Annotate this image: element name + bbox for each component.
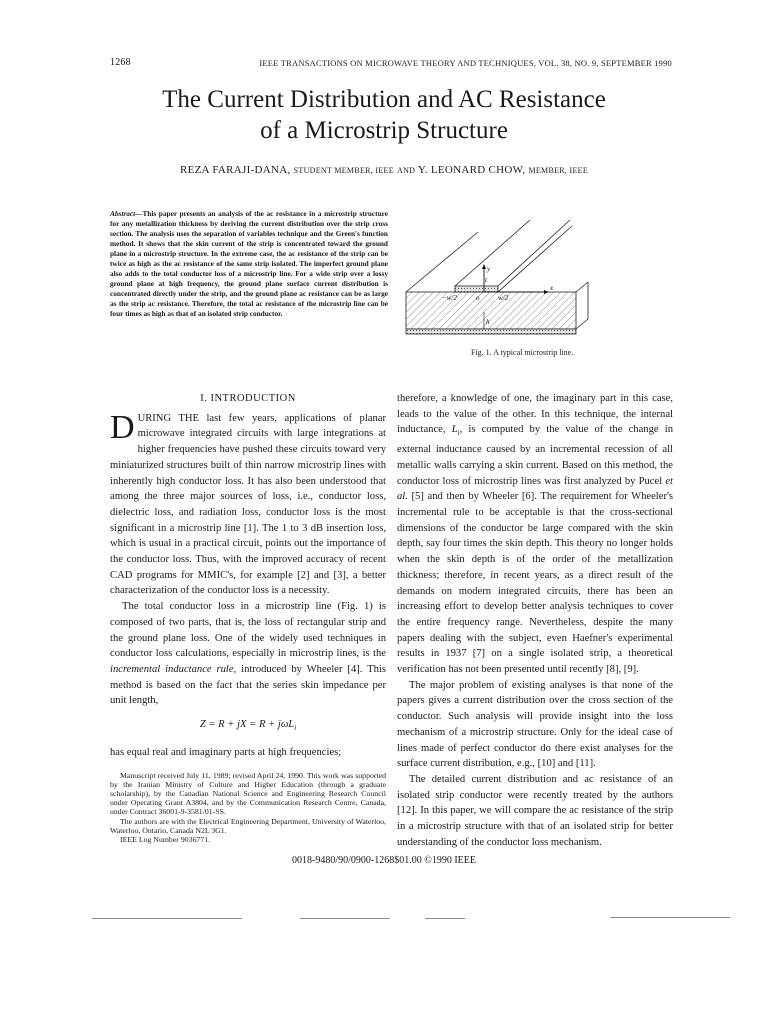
copyright-line: 0018-9480/90/0900-1268$01.00 ©1990 IEEE [292, 855, 476, 866]
intro-paragraph-1: DURING THE last few years, applications of planar microwave integrated circuits with large integrations at higher frequencies have pushed these circuits toward very miniaturized structures built of thin narrow microstrip lines with inherently high conductor loss. It has also been understood that among the three major sources of loss, i.e., conductor loss, dielectric loss, and radiation loss, conductor loss is the most significant in a microstrip line [1]. The 1 to 3 dB insertion loss, which is usual in a practical circuit, points out the importance of the conductor loss. Thus, with the improved accuracy of recent CAD programs for MMIC's, for example [2] and [3], a better characterization of the conductor loss is a necessity. [110, 408, 386, 597]
running-header: IEEE TRANSACTIONS ON MICROWAVE THEORY AND TECHNIQUES, VOL. 38, NO. 9, SEPTEMBER 1990 [259, 58, 672, 68]
label-minus-w2: −w/2 [442, 294, 457, 302]
label-t: t [485, 276, 487, 284]
scan-artifact-line [300, 918, 390, 919]
scan-artifact-line [92, 918, 242, 919]
right-paragraph-2: The major problem of existing analyses is that none of the papers gives a current distribution over the cross section of the conductor. Such analysis will provide insight into the loss mechanism of a microstrip structure. Only for the ideal case of lines made of perfect conductor do there exist analyses for the surface current distribution, e.g., [10] and [11]. [397, 679, 673, 770]
abstract-text: —This paper presents an analysis of the ac resistance in a microstrip structure for any metallization thickness by deriving the current distribution over the strip cross section. The analysis uses the separation of variables technique and the Green's function method. It shows that the skin current of the strip is concentrated toward the ground plane in a microstrip structure. In the extreme case, the ac resistance of the strip can be twice as high as the ac resistance of the same strip isolated. The imperfect ground plane also adds to the total conductor loss of a microstrip line. For a wide strip over a lossy ground plane at high frequency, the ground plane surface current distribution is concentrated directly under the strip, and the ground plane ac resistance can be as large as the strip ac resistance. Therefore, the total ac resistance of the microstrip line can be four times as high as that of an isolated strip conductor. [110, 209, 388, 319]
label-origin: o [476, 294, 480, 302]
title-line-2: of a Microstrip Structure [260, 117, 508, 144]
right-column [397, 391, 673, 851]
figure-caption: Fig. 1. A typical microstrip line. [471, 348, 574, 357]
substrate-front [406, 292, 576, 329]
scan-artifact-line [610, 917, 730, 918]
footnote-affiliation: The authors are with the Electrical Engineering Department, University of Waterloo, Waterloo, Ontario, Canada N2L 3G1. [110, 816, 386, 835]
title-line-1: The Current Distribution and AC Resistance [162, 86, 606, 113]
footnote-log-number: IEEE Log Number 9036771. [120, 835, 211, 844]
author-line: REZA FARAJI-DANA, STUDENT MEMBER, IEEE AND Y. LEONARD CHOW, MEMBER, IEEE [179, 164, 589, 176]
label-w2: w/2 [498, 294, 509, 302]
footnote-manuscript: Manuscript received July 11, 1989; revised April 24, 1990. This work was supported by the Iranian Ministry of Culture and Higher Education (through a graduate scholarship), by the Canadian National Science and Engineering Research Council under Operating Grant A3804, and by the Communication Research Centre, Canada, under Contract 36001-9-3581/01-SS. [110, 770, 386, 817]
abstract [110, 209, 388, 320]
right-paragraph-1: therefore, a knowledge of one, the imaginary part in this case, leads to the value of the other. In this technique, the internal inductance, $L_i$, is computed by the value of the change in external inductance caused by an incremental recession of all metallic walls carrying a skin current. Based on this method, the conductor loss of microstrip lines was first analyzed by Pucel et al. [5] and then by Wheeler [6]. The requirement for Wheeler's incremental rule to be acceptable is that the cross-sectional dimensions of the conductor be large compared with the skin depth, say four times the skin depth. This theory no longer holds when the skin depth is of the order of the metallization thickness; therefore, in recent years, as a direct result of the demands on modern integrated circuits, there has been an increasing effort to develop better analysis techniques to cover the entire frequency range. Nevertheless, despite the many papers dealing with the subject, even Haefner's experimental results in 1937 [7] on a single isolated strip, a theoretical verification has not been presented until recently [8], [9]. [397, 393, 673, 676]
abstract-label: Abstract [110, 209, 136, 218]
equation-impedance: Z = R + jX = R + jωL$_i$ [199, 719, 297, 733]
section-heading-introduction: I. INTRODUCTION [200, 393, 296, 404]
intro-paragraph-3: has equal real and imaginary parts at high frequencies; [110, 746, 342, 758]
footnote [110, 771, 386, 845]
label-x: x [550, 284, 554, 292]
label-h: h [486, 318, 490, 326]
strip-front [455, 286, 498, 292]
left-column [110, 391, 386, 844]
page-number: 1268 [110, 57, 131, 68]
microstrip-figure [400, 212, 590, 342]
paper-title [0, 84, 768, 146]
drop-cap: D [110, 408, 135, 446]
y-axis-arrow [482, 264, 486, 269]
strip-top-face [455, 220, 572, 292]
scan-artifact-line [425, 918, 465, 919]
intro-paragraph-2: The total conductor loss in a microstrip line (Fig. 1) is composed of two parts, that is, the loss of rectangular strip and the ground plane loss. One of the widely used techniques in conductor loss calculations, especially in microstrip lines, is the incremental inductance rule, introduced by Wheeler [4]. This method is based on the fact that the series skin impedance per unit length, [110, 601, 386, 707]
ground-plane [406, 329, 576, 334]
label-y: y [487, 265, 491, 273]
right-paragraph-3: The detailed current distribution and ac resistance of an isolated strip conductor were recently treated by the authors [12]. In this paper, we will compare the ac resistance of the strip in a microstrip structure with that of an isolated strip for better understanding of the conductor loss mechanism. [397, 773, 673, 848]
